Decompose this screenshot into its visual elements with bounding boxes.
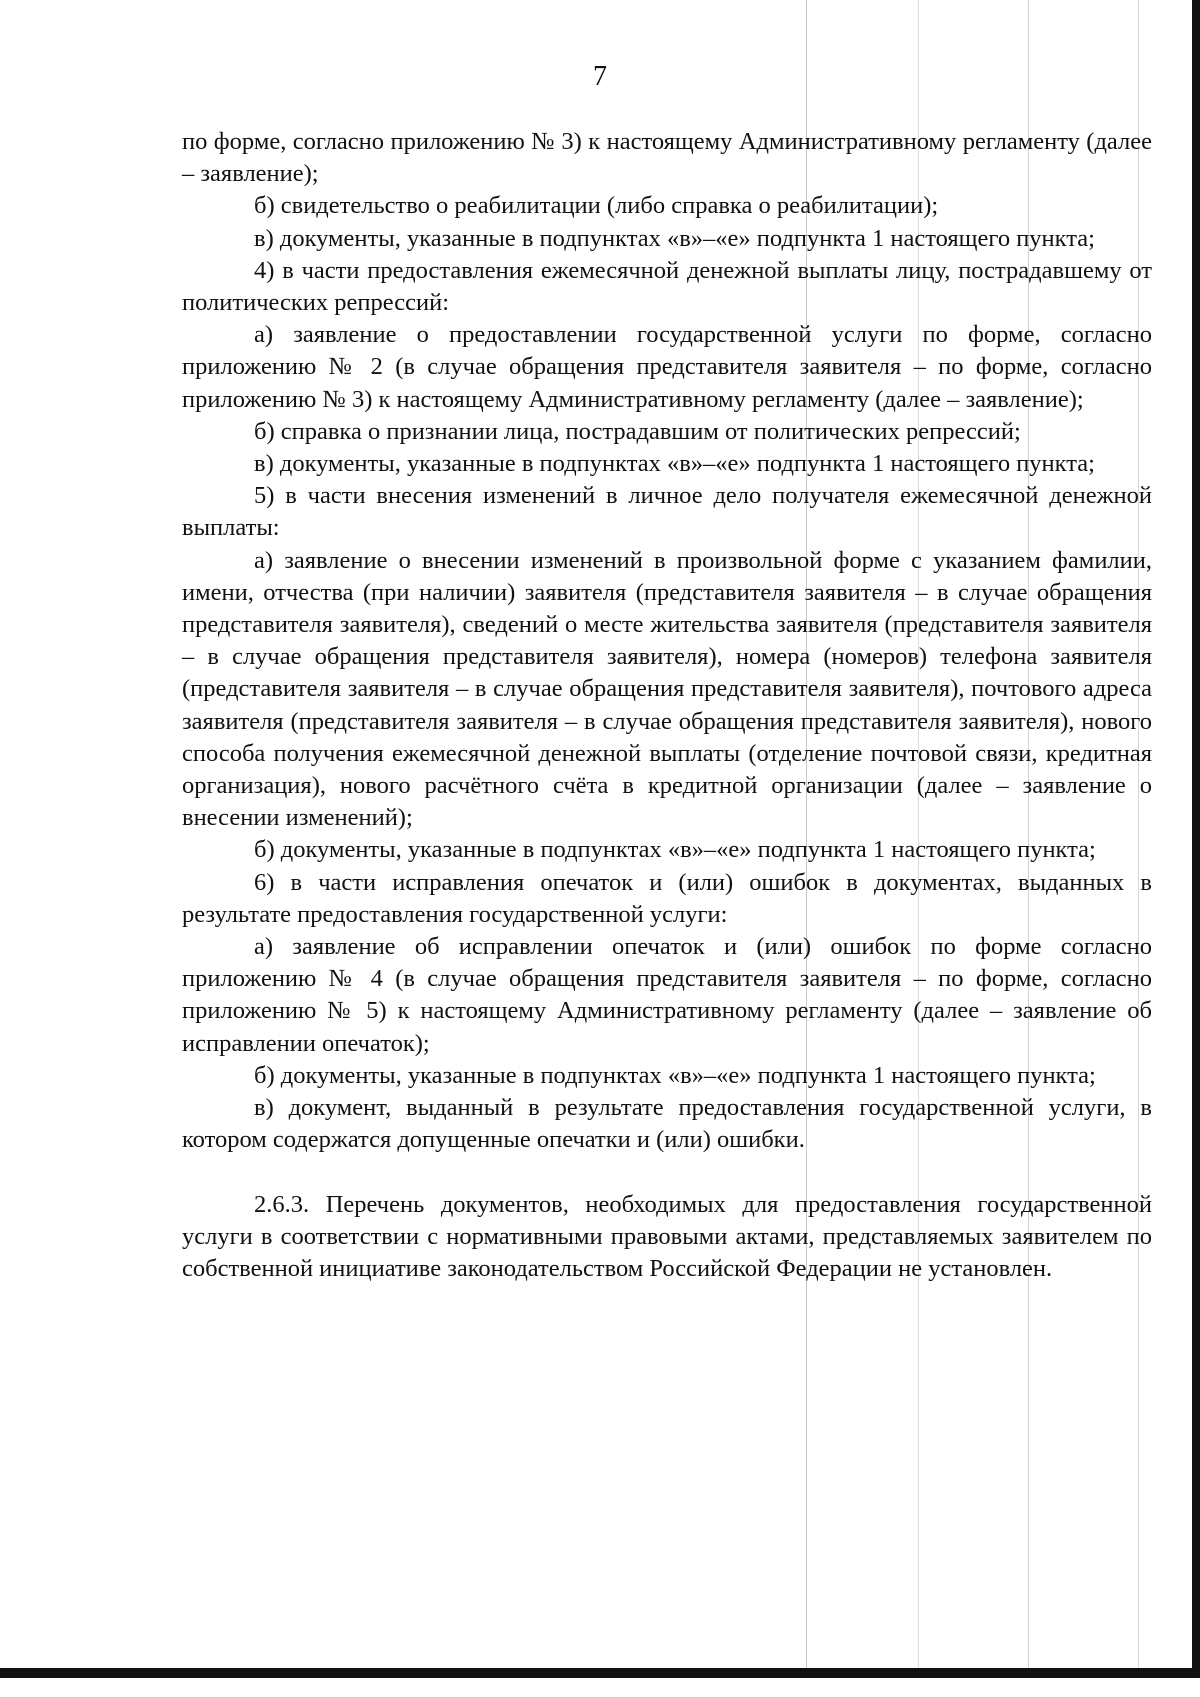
paragraph-item-5b: б) документы, указанные в подпунктах «в»–«е» подпункта 1 настоящего пункта; (254, 836, 1096, 864)
section-2-6-3: 2.6.3. Перечень документов, необходимых для предоставления государственной услуги в соответствии с нормативными правовыми актами, представляемых заявителем по собственной инициативе законодательством Российской Федерации не установлен. (182, 1190, 1152, 1282)
document-body (182, 126, 1152, 1285)
paragraph-item-6v: в) документ, выданный в результате предоставления государственной услуги, в котором содержатся допущенные опечатки и (или) ошибки. (182, 1094, 1152, 1154)
paragraph-item-3b: б) свидетельство о реабилитации (либо справка о реабилитации); (254, 192, 939, 220)
scan-border-bottom (0, 1668, 1200, 1678)
paragraph-item-4v: в) документы, указанные в подпунктах «в»–«е» подпункта 1 настоящего пункта; (254, 450, 1095, 478)
paragraph-item-4a: а) заявление о предоставлении государственной услуги по форме, согласно приложению № 2 (в случае обращения представителя заявителя – по форме, согласно приложению № 3) к настоящему Административному регламенту (далее – заявление); (182, 321, 1152, 413)
paragraph-item-5a: а) заявление о внесении изменений в произвольной форме с указанием фамилии, имени, отчества (при наличии) заявителя (представителя заявителя – в случае обращения представителя заявителя), сведений о месте жительства заявителя (представителя заявителя – в случае обращения представителя заявителя), номера (номеров) телефона заявителя (представителя заявителя – в случае обращения представителя заявителя), почтового адреса заявителя (представителя заявителя – в случае обращения представителя заявителя), нового способа получения ежемесячной денежной выплаты (отделение почтовой связи, кредитная организация), нового расчётного счёта в кредитной организации (далее – заявление о внесении изменений); (182, 546, 1152, 832)
scan-border-right (1192, 0, 1200, 1678)
paragraph-item-4b: б) справка о признании лица, пострадавшим от политических репрессий; (254, 417, 1021, 445)
page-number: 7 (593, 61, 607, 92)
paragraph-continuation: по форме, согласно приложению № 3) к настоящему Административному регламенту (далее – заявление); (182, 128, 1152, 188)
paragraph-item-6a: а) заявление об исправлении опечаток и (или) ошибок по форме согласно приложению № 4 (в случае обращения представителя заявителя – по форме, согласно приложению № 5) к настоящему Административному регламенту (далее – заявление об исправлении опечаток); (182, 933, 1152, 1057)
paragraph-item-6: 6) в части исправления опечаток и (или) ошибок в документах, выданных в результате предоставления государственной услуги: (182, 868, 1152, 928)
paragraph-item-3v: в) документы, указанные в подпунктах «в»–«е» подпункта 1 настоящего пункта; (254, 224, 1095, 252)
paragraph-item-5: 5) в части внесения изменений в личное дело получателя ежемесячной денежной выплаты: (182, 482, 1152, 542)
paragraph-item-6b: б) документы, указанные в подпунктах «в»–«е» подпункта 1 настоящего пункта; (254, 1061, 1096, 1089)
paragraph-item-4: 4) в части предоставления ежемесячной денежной выплаты лицу, пострадавшему от политических репрессий: (182, 256, 1152, 317)
